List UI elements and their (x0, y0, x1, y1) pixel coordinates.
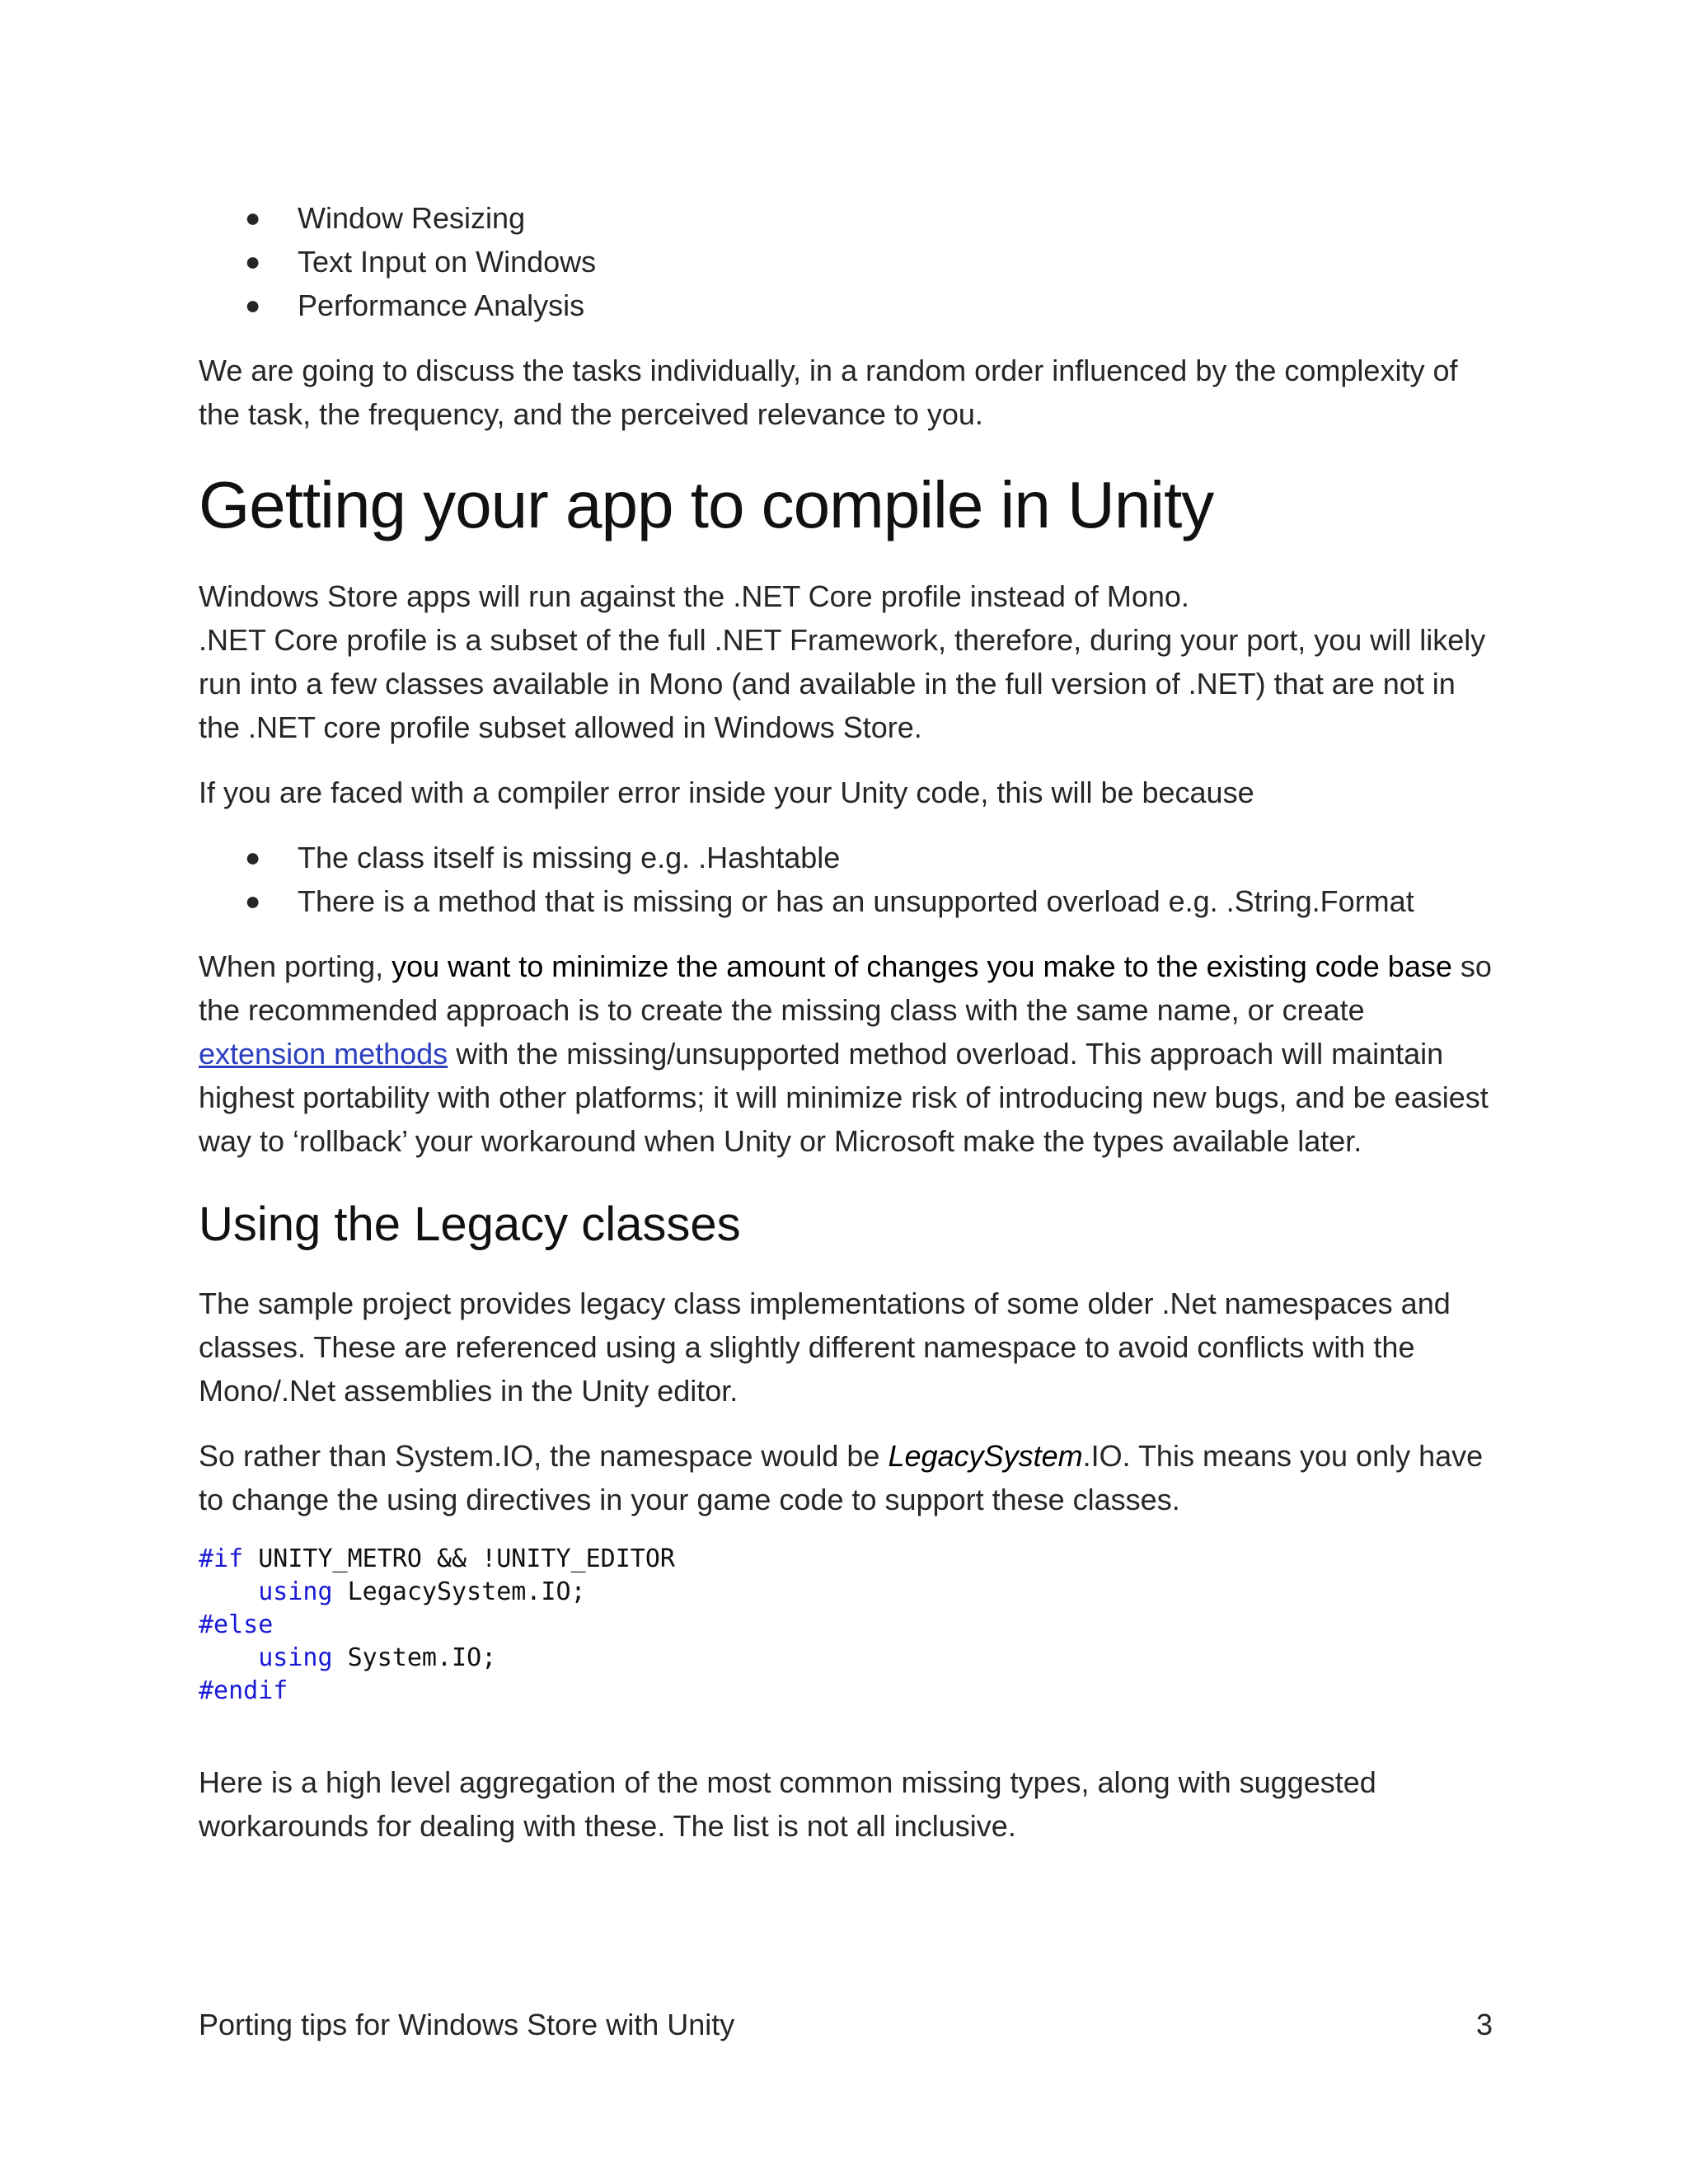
compile-paragraph-2: If you are faced with a compiler error inside your Unity code, this will be because (199, 776, 1254, 809)
code-indent (199, 1577, 258, 1606)
namespace-text-end: .IO. This means you only have to change the using directives in your game code to support these classes. (199, 1439, 1484, 1516)
list-item (199, 879, 1493, 923)
bullet-icon: ● (245, 246, 261, 276)
list-item (199, 836, 1493, 879)
code-keyword: #if (199, 1544, 244, 1573)
page-number: 3 (1475, 2008, 1493, 2041)
list-item (199, 284, 1493, 327)
section-heading-legacy: Using the Legacy classes (199, 1197, 741, 1251)
porting-text-start: When porting, (199, 949, 392, 983)
section-heading-compile: Getting your app to compile in Unity (199, 468, 1214, 541)
list-item-text: Window Resizing (298, 201, 526, 235)
page-footer (199, 2004, 1493, 2046)
compile-paragraph-1 (199, 574, 1493, 749)
bullet-icon: ● (245, 842, 261, 872)
legacy-paragraph-3: Here is a high level aggregation of the most common missing types, along with suggested workarounds for dealing with these. The list is not all inclusive. (199, 1765, 1376, 1843)
list-item (199, 240, 1493, 284)
code-block (199, 1543, 1493, 1708)
code-text: LegacySystem.IO; (332, 1577, 586, 1606)
extension-methods-link[interactable]: extension methods (199, 1037, 448, 1071)
bullet-icon: ● (245, 203, 261, 232)
code-indent (199, 1643, 258, 1672)
porting-text-end: with the missing/unsupported method overload. This approach will maintain highest portability with other platforms; it will minimize risk of introducing new bugs, and be easiest way to ‘rollback’ your workaround when Unity or Microsoft make the types available later. (199, 1037, 1489, 1158)
porting-emphasis: you want to minimize the amount of changes you make to the existing code base (392, 949, 1452, 983)
compile-paragraph-1-line-2: .NET Core profile is a subset of the full .NET Framework, therefore, during your port, you will likely run into a few classes available in Mono (and available in the full version of .NET) that are not in the .NET core profile subset allowed in Windows Store. (199, 623, 1486, 744)
bullet-icon: ● (245, 290, 261, 320)
intro-bullet-list (199, 196, 1493, 327)
code-text: System.IO; (332, 1643, 497, 1672)
footer-title: Porting tips for Windows Store with Unity (199, 2008, 735, 2041)
list-item (199, 196, 1493, 240)
code-text: UNITY_METRO && !UNITY_EDITOR (243, 1544, 675, 1573)
list-item-text: The class itself is missing e.g. .Hashtable (298, 841, 841, 874)
document-page (199, 196, 1493, 1869)
list-item-text: Text Input on Windows (298, 245, 597, 279)
compile-paragraph-1-line-1: Windows Store apps will run against the .NET Core profile instead of Mono. (199, 579, 1189, 613)
namespace-text-start: So rather than System.IO, the namespace would be (199, 1439, 889, 1473)
code-keyword: #endif (199, 1676, 288, 1705)
code-keyword: using (258, 1643, 333, 1672)
legacy-namespace-italic: LegacySystem (888, 1439, 1083, 1473)
legacy-paragraph-1: The sample project provides legacy class implementations of some older .Net namespaces and classes. These are referenced using a slightly different namespace to avoid conflicts with the Mono/.Net assemblies in the Unity editor. (199, 1286, 1451, 1408)
code-keyword: using (258, 1577, 333, 1606)
list-item-text: Performance Analysis (298, 288, 585, 322)
compile-paragraph-3 (199, 944, 1493, 1163)
list-item-text: There is a method that is missing or has an unsupported overload e.g. .String.Format (298, 884, 1414, 918)
porting-text-mid: so the recommended approach is to create the missing class with the same name, or create (199, 949, 1492, 1027)
bullet-icon: ● (245, 886, 261, 916)
compile-bullet-list (199, 836, 1493, 923)
legacy-paragraph-2 (199, 1434, 1493, 1521)
code-keyword: #else (199, 1610, 274, 1639)
intro-paragraph: We are going to discuss the tasks individually, in a random order influenced by the complexity of the task, the frequency, and the perceived relevance to you. (199, 354, 1458, 431)
